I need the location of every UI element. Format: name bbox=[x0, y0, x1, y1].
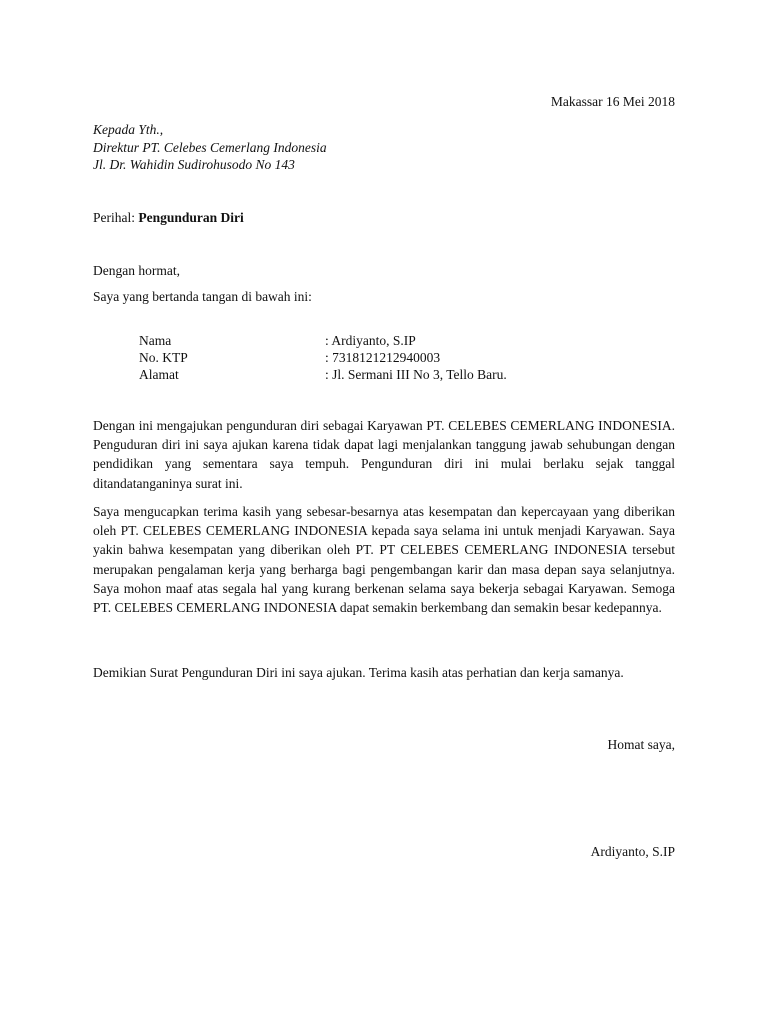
intro-line: Saya yang bertanda tangan di bawah ini: bbox=[93, 289, 312, 304]
identity-value-name: : Ardiyanto, S.IP bbox=[325, 333, 416, 348]
body-paragraph-2: Saya mengucapkan terima kasih yang sebesar-besarnya atas kesempatan dan kepercayaan yang diberikan oleh PT. CELEBES CEMERLANG INDONESIA kepada saya selama ini untuk menjadi Karyawan. Saya yakin bahwa kesempatan yang diberikan oleh PT. PT CELEBES CEMERLANG INDONESIA tersebut merupakan pengalaman kerja yang berharga bagi pengembangan karir dan masa depan saya selanjutnya. Saya mohon maaf atas segala hal yang kurang berkenan selama saya bekerja sebagai Karyawan. Semoga PT. CELEBES CEMERLANG INDONESIA dapat semakin berkembang dan semakin besar kedepannya. bbox=[93, 504, 675, 616]
subject-line bbox=[93, 209, 244, 227]
signature-name: Ardiyanto, S.IP bbox=[590, 844, 675, 859]
recipient-address: Jl. Dr. Wahidin Sudirohusodo No 143 bbox=[93, 157, 295, 172]
greeting: Dengan hormat, bbox=[93, 263, 180, 278]
identity-label-name: Nama bbox=[139, 333, 172, 348]
identity-label-ktp: No. KTP bbox=[139, 350, 188, 365]
subject-value: Pengunduran Diri bbox=[138, 210, 244, 225]
identity-value-address: : Jl. Sermani III No 3, Tello Baru. bbox=[325, 367, 507, 382]
closing-text: Homat saya, bbox=[607, 737, 675, 752]
body-paragraph-3: Demikian Surat Pengunduran Diri ini saya ajukan. Terima kasih atas perhatian dan kerja samanya. bbox=[93, 665, 624, 680]
identity-label-address: Alamat bbox=[139, 367, 179, 382]
recipient-salutation: Kepada Yth., bbox=[93, 122, 164, 137]
place-date: Makassar 16 Mei 2018 bbox=[550, 94, 675, 109]
body-paragraph-1: Dengan ini mengajukan pengunduran diri sebagai Karyawan PT. CELEBES CEMERLANG INDONESIA. Penguduran diri ini saya ajukan karena tidak dapat lagi menjalankan tanggung jawab sehubungan dengan pendidikan yang sementara saya tempuh. Pengunduran diri ini mulai berlaku sejak tanggal ditandatanganinya surat ini. bbox=[93, 418, 675, 491]
subject-label: Perihal: bbox=[93, 210, 135, 225]
recipient-title: Direktur PT. Celebes Cemerlang Indonesia bbox=[93, 140, 327, 155]
identity-value-ktp: : 7318121212940003 bbox=[325, 350, 441, 365]
